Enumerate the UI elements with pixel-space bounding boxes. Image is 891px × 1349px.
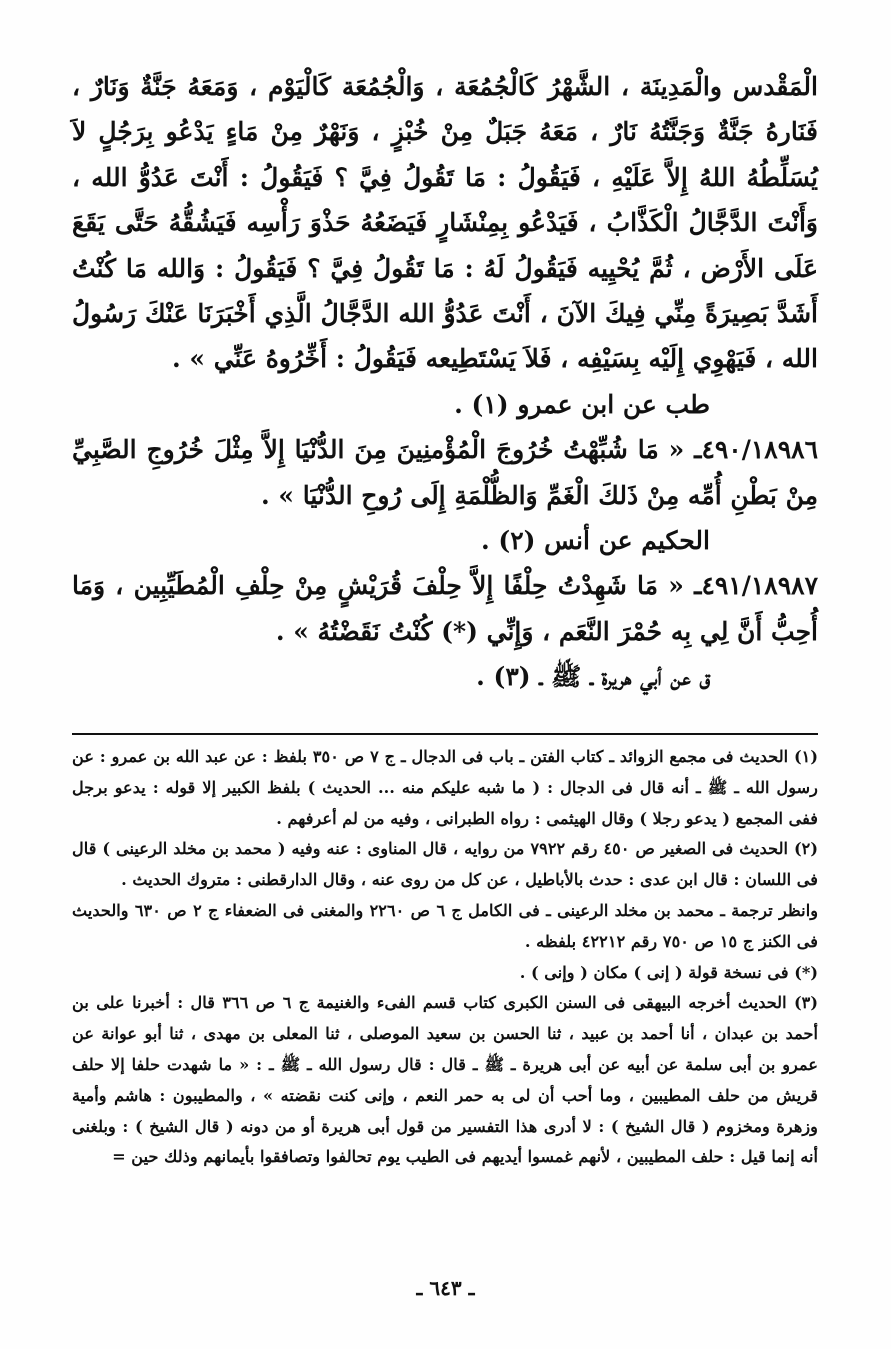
- footnote-2-continued: وانظر ترجمة ـ محمد بن مخلد الرعينى ـ فى الكامل ج ٦ ص ٢٢٦٠ والمغنى فى الضعفاء ج ٢ ص ٦٣٠ والحديث فى الكنز ج ١٥ ص ٧٥٠ رقم ٤٢٢١٢ بلفظه .: [72, 900, 819, 951]
- intro-citation: طب عن ابن عمرو (١) .: [454, 389, 710, 419]
- footnotes: [72, 742, 818, 1173]
- hadith-491: ٤٩١/١٨٩٨٧ـ « مَا شَهِدْتُ حِلْفًا إِلاَّ حِلْفَ قُرَيْشٍ مِنْ حِلْفِ الْمُطَيِّبِين ، وَمَا أُحِبُّ أَنَّ لِي بِه حُمْرَ النَّعَم ، وَإِنِّي (*) كُنْتُ نَقَضْتُهُ » .: [72, 571, 818, 646]
- hadith-490-citation: الحكيم عن أنس (٢) .: [480, 526, 710, 556]
- footnote-3: (٣) الحديث أخرجه البيهقى فى السنن الكبرى كتاب قسم الفىء والغنيمة ج ٦ ص ٣٦٦ قال : أخبرنا على بن أحمد بن عبدان ، أنا أحمد بن عبيد ، ثنا الحسن بن سعيد الموصلى ، ثنا المعلى بن مهدى ، ثنا أبو عوانة عن عمرو بن أبى سلمة عن أبيه عن أبى هريرة ـ ﷺ ـ قال : قال رسول الله ـ ﷺ ـ : « ما شهدت حلفا إلا حلف قريش من حلف المطيبين ، وما أحب أن لى به حمر النعم ، وإنى كنت نقضته » ، والمطيبون : هاشم وأمية وزهرة ومخزوم ( قال الشيخ ) : لا أدرى هذا التفسير من قول أبى هريرة أو من دونه ( قال الشيخ ) : وبلغنى أنه إنما قيل : حلف المطيبين ، لأنهم غمسوا أيديهم فى الطيب يوم تحالفوا وتصافقوا بأيمانهم وذلك حين =: [72, 993, 819, 1167]
- page-number: ـ ٦٤٣ ـ: [416, 1276, 475, 1300]
- hadith-491-citation: ق عن أبي هريرة ـ ﷺ ـ (٣) .: [476, 662, 710, 692]
- main-text: [72, 64, 818, 700]
- hadith-490: ٤٩٠/١٨٩٨٦ـ « مَا شُبِّهْتُ خُرُوجَ الْمُؤْمنِينَ مِنَ الدُّنْيَا إِلاَّ مِثْلَ خُرُوجِ الصَّبِيِّ مِنْ بَطْنِ أُمِّه مِنْ ذَلكَ الْغَمِّ وَالظُّلْمَةِ إِلَى رُوحِ الدُّنْيَا » .: [72, 435, 818, 510]
- hadith-continuation: الْمَقْدس والْمَدِينَة ، الشَّهْرُ كَالْجُمُعَة ، وَالْجُمُعَة كَالْيَوْم ، وَمَعَهُ جَنَّةٌ وَنَارٌ ، فَنَارهُ جَنَّةٌ وَجَنَّتُهُ نَارٌ ، مَعَهُ جَبَلٌ مِنْ خُبْزٍ ، وَنَهْرٌ مِنْ مَاءٍ يَدْعُو بِرَجُلٍ لاَ يُسَلِّطُهُ اللهُ إِلاَّ عَلَيْهِ ، فَيَقُولُ : مَا تَقُولُ فِيَّ ؟ فَيَقُولُ : أَنْتَ عَدُوُّ الله ، وَأَنْتَ الدَّجَّالُ الْكَذَّابُ ، فَيَدْعُو بِمِنْشَارٍ فَيَضَعُهُ حَذْوَ رَأْسِه فَيَشُقُّهُ حَتَّى يَقَعَ عَلَى الأَرْض ، ثُمَّ يُحْيِيه فَيَقُولُ لَهُ : مَا تَقُولُ فِيَّ ؟ فَيَقُولُ : وَالله مَا كُنْتُ أَشَدَّ بَصِيرَةً مِنِّي فِيكَ الآنَ ، أَنْتَ عَدُوُّ الله الدَّجَّالُ الَّذِي أَخْبَرَنَا عَنْكَ رَسُولُ الله ، فَيَهْوِي إِلَيْه بِسَيْفِه ، فَلاَ يَسْتَطِيعه فَيَقُولُ : أَخِّرُوهُ عَنِّي » .: [72, 72, 818, 374]
- footnote-1: (١) الحديث فى مجمع الزوائد ـ كتاب الفتن ـ باب فى الدجال ـ ج ٧ ص ٣٥٠ بلفظ : عن عبد الله بن عمرو : عن رسول الله ـ ﷺ ـ أنه قال فى الدجال : ( ما شبه عليكم منه ... الحديث ) بلفظ الكبير إلا قوله : يدعو برجل ففى المجمع ( يدعو رجلا ) وقال الهيثمى : رواه الطبرانى ، وفيه من لم أعرفهم .: [72, 747, 818, 828]
- footnote-divider: [72, 733, 818, 735]
- footnote-2: (٢) الحديث فى الصغير ص ٤٥٠ رقم ٧٩٢٢ من روايه ، قال المناوى : عنه وفيه ( محمد بن مخلد الرعينى ) قال فى اللسان : قال ابن عدى : حدث بالأباطيل ، عن كل من روى عنه ، وقال الدارقطنى : متروك الحديث .: [72, 839, 818, 890]
- footnote-star: (*) فى نسخة قولة ( إنى ) مكان ( وإنى ) .: [519, 962, 818, 982]
